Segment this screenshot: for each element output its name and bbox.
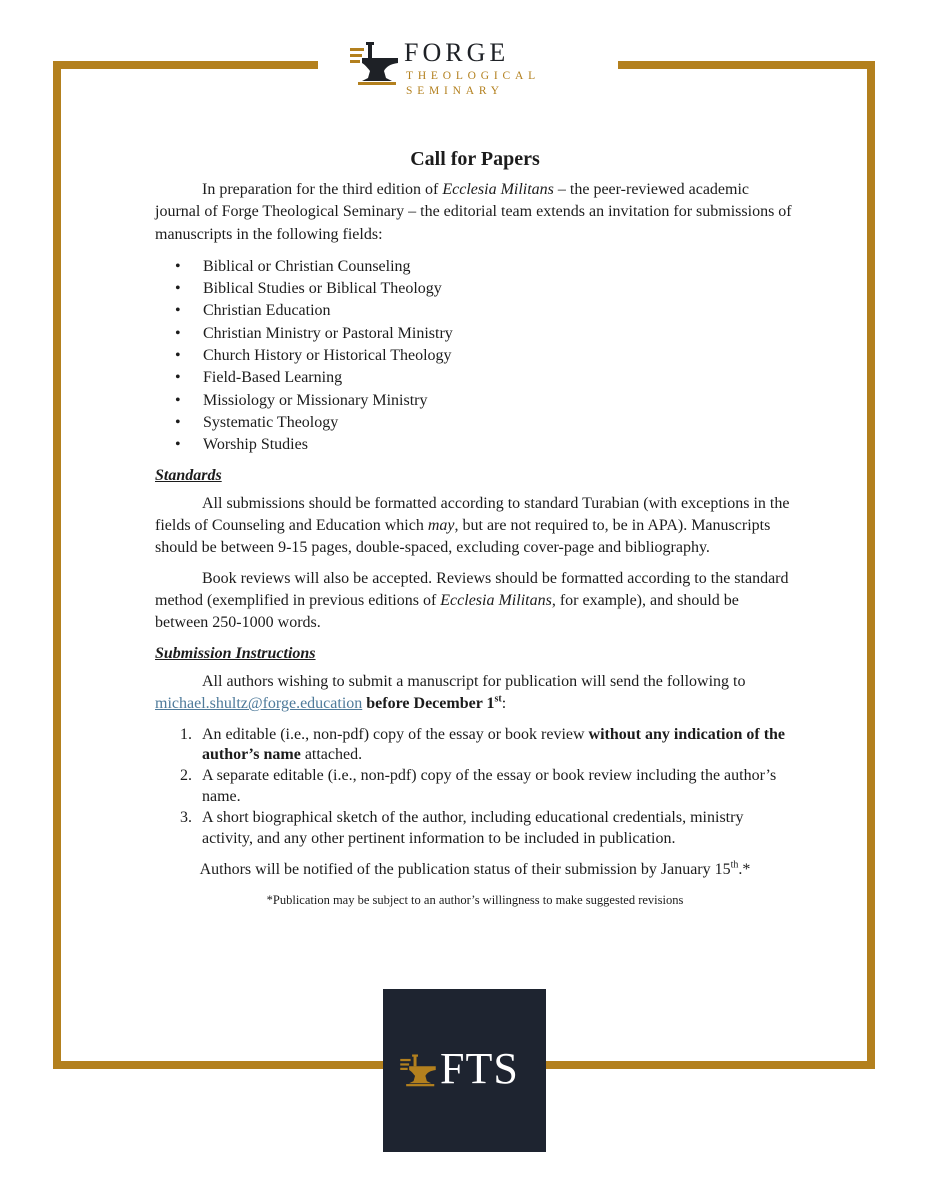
- fts-wordmark: FTS: [440, 1044, 519, 1093]
- anvil-logo-icon: [348, 40, 400, 86]
- fts-logo-badge: [383, 989, 546, 1152]
- list-item: 1. An editable (i.e., non-pdf) copy of the essay or book review without any indication of the author’s name attached.: [180, 725, 786, 764]
- list-item: • Biblical or Christian Counseling: [175, 256, 795, 278]
- submission-paragraph: All authors wishing to submit a manuscript for publication will send the following to michael.shultz@forge.education before December 1st:: [155, 672, 746, 713]
- book-reviews-paragraph: Book reviews will also be accepted. Reviews should be formatted according to the standard method (exemplified in previous editions of Ecclesia Militans, for example), and should be between 250-1000 words.: [155, 569, 789, 632]
- list-item: • Christian Education: [175, 300, 795, 322]
- list-item: 2. A separate editable (i.e., non-pdf) copy of the essay or book review including the author’s name.: [180, 767, 777, 805]
- list-item: • Worship Studies: [175, 434, 795, 456]
- list-item: • Systematic Theology: [175, 412, 795, 434]
- logo-subtitle-line2: SEMINARY: [406, 85, 504, 97]
- journal-title: Ecclesia Militans: [440, 592, 552, 610]
- list-item: • Field-Based Learning: [175, 367, 795, 389]
- journal-title: Ecclesia Militans: [442, 181, 554, 198]
- page-title: Call for Papers: [410, 148, 540, 170]
- submission-heading: Submission Instructions: [155, 644, 316, 662]
- list-item: • Biblical Studies or Biblical Theology: [175, 278, 795, 300]
- email-link[interactable]: michael.shultz@forge.education: [155, 695, 363, 713]
- document-body: [155, 140, 795, 911]
- list-item: • Missiology or Missionary Ministry: [175, 390, 795, 412]
- standards-paragraph: All submissions should be formatted according to standard Turabian (with exceptions in the fields of Counseling and Education which may, but are not required to, be in APA). Manuscripts should be between 9-15 pages, double-spaced, excluding cover-page and bibliography.: [155, 494, 790, 557]
- intro-paragraph: In preparation for the third edition of Ecclesia Militans – the peer-reviewed academic journal of Forge Theological Seminary – the editorial team extends an invitation for submissions of manuscripts in the following fields:: [155, 181, 792, 243]
- list-item: • Church History or Historical Theology: [175, 345, 795, 367]
- footnote: *Publication may be subject to an author’s willingness to make suggested revisions: [266, 892, 684, 907]
- logo-wordmark: FORGE: [404, 38, 510, 67]
- list-item: • Christian Ministry or Pastoral Ministry: [175, 323, 795, 345]
- list-item: 3. A short biographical sketch of the author, including educational credentials, ministry activity, and any other pertinent information to be included in publication.: [180, 808, 744, 847]
- notification-notice: Authors will be notified of the publication status of their submission by January 15th.*: [199, 859, 751, 879]
- logo-subtitle-line1: THEOLOGICAL: [406, 70, 540, 82]
- seminary-logo-header: [318, 12, 618, 124]
- standards-heading: Standards: [155, 466, 222, 484]
- submission-steps-list: [155, 725, 795, 850]
- fields-list: [155, 256, 795, 457]
- anvil-logo-icon: [398, 1053, 438, 1087]
